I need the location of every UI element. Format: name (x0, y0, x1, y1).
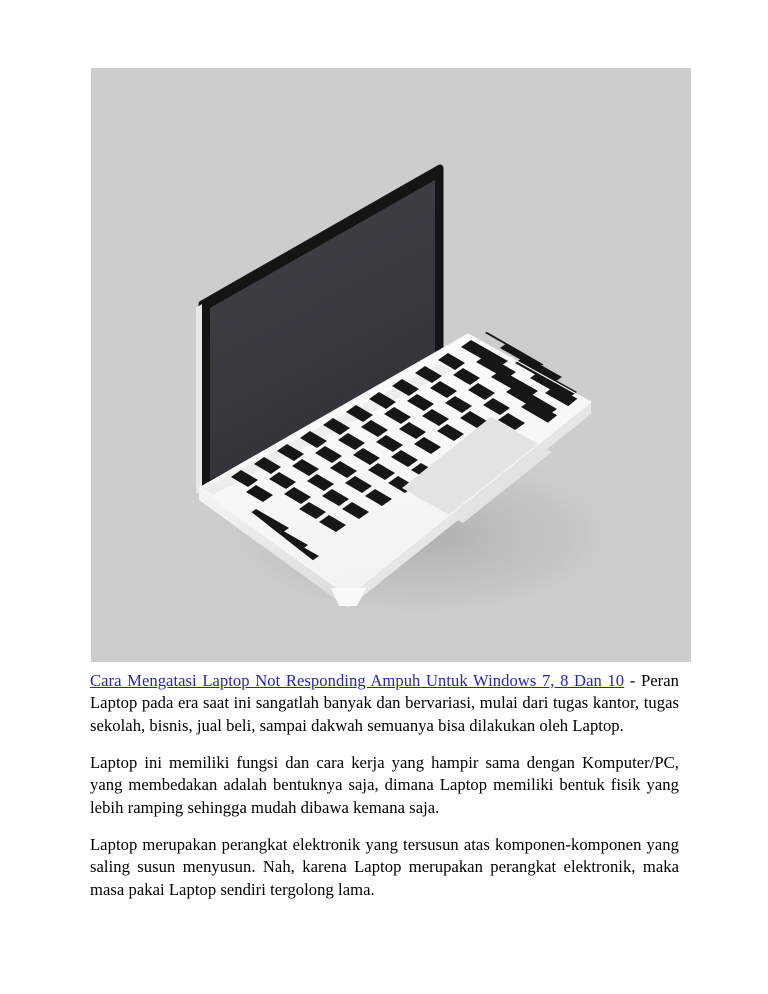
laptop-illustration-figure (91, 68, 691, 662)
article-headline-link[interactable]: Cara Mengatasi Laptop Not Responding Ampuh Untuk Windows 7, 8 Dan 10 (90, 671, 625, 690)
laptop-illustration-svg (91, 68, 691, 662)
screen-lid-side (196, 304, 202, 494)
paragraph-3: Laptop merupakan perangkat elektronik yang tersusun atas komponen-komponen yang saling susun menyusun. Nah, karena Laptop merupakan perangkat elektronik, maka masa pakai Laptop sendiri tergolong lama. (90, 834, 679, 899)
paragraph-1 (90, 670, 679, 737)
paragraph-1-rest: - Peran Laptop pada era saat ini sangatlah banyak dan bervariasi, mulai dari tugas kantor, tugas sekolah, bisnis, jual beli, sampai dakwah semuanya bisa dilakukan oleh Laptop. (90, 671, 680, 735)
paragraph-2: Laptop ini memiliki fungsi dan cara kerja yang hampir sama dengan Komputer/PC, yang membedakan adalah bentuknya saja, dimana Laptop memiliki bentuk fisik yang lebih ramping sehingga mudah dibawa kemana saja. (90, 752, 679, 817)
article-body (90, 670, 679, 901)
